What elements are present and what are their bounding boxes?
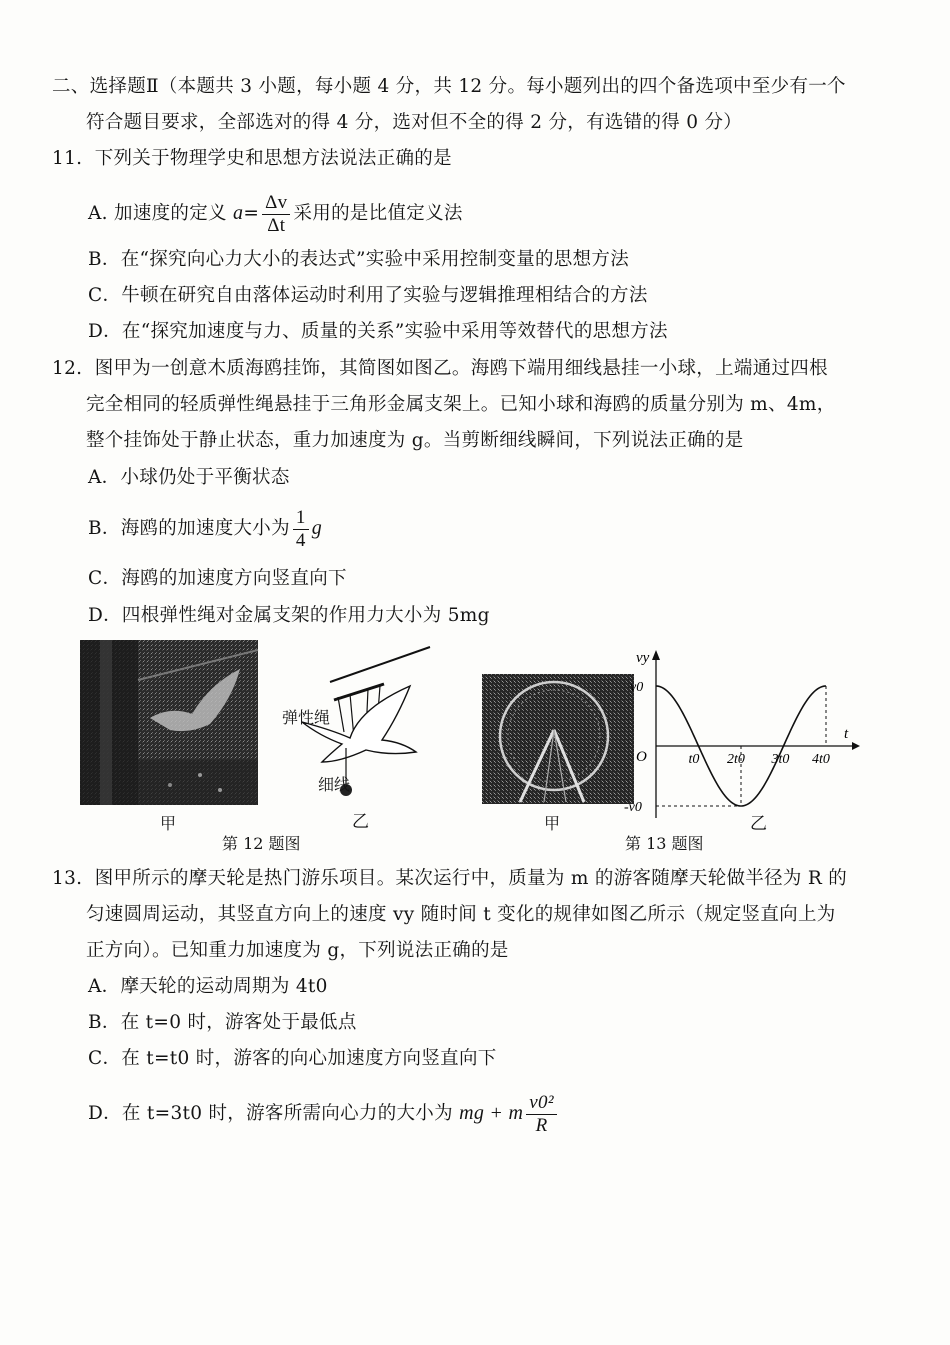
fig12-photo-seagull <box>80 640 258 805</box>
fig13-photo-ferris-wheel <box>482 674 634 804</box>
q13-stem-line3: 正方向）。已知重力加速度为 g，下列说法正确的是 <box>86 940 509 961</box>
chart-y-tick-neg-v0: -v0 <box>624 800 642 815</box>
fig12-diagram-seagull <box>280 642 440 832</box>
bracket-bar <box>334 684 384 700</box>
fig13-vy-t-chart <box>624 646 868 826</box>
section-heading-line2: 符合题目要求，全部选对的得 4 分，选对但不全的得 2 分，有选错的得 0 分） <box>86 112 743 133</box>
q12-number: 12. <box>52 358 83 379</box>
q11-a-lhs: a <box>233 202 244 224</box>
q13-d-pre: D．在 t=3t0 时，游客所需向心力的大小为 <box>88 1103 453 1124</box>
bracket-arm <box>330 647 430 682</box>
q11-a-eq: = <box>243 203 260 224</box>
q11-a-label: A. <box>88 203 108 224</box>
q11-stem-text: 下列关于物理学史和思想方法说法正确的是 <box>94 148 452 169</box>
chart-x-tick-4t0: 4t0 <box>812 752 830 767</box>
label-elastic-cord: 弹性绳 <box>282 708 331 727</box>
fig12-jia-label: 甲 <box>160 814 177 833</box>
fig13-jia-label: 甲 <box>544 814 561 833</box>
chart-x-tick-3t0: 3t0 <box>771 752 790 767</box>
chart-x-label: t <box>844 726 849 742</box>
q12-b-pre: B．海鸥的加速度大小为 <box>88 518 290 539</box>
q12-stem1: 图甲为一创意木质海鸥挂饰，其简图如图乙。海鸥下端用细线悬挂一小球，上端通过四根 <box>94 358 828 379</box>
q12-option-d: D．四根弹性绳对金属支架的作用力大小为 5mg <box>88 605 490 626</box>
chart-origin-label: O <box>636 749 647 765</box>
q11-option-b: B．在“探究向心力大小的表达式”实验中采用控制变量的思想方法 <box>88 249 630 270</box>
q12-b-denominator: 4 <box>295 529 306 551</box>
q11-option-a <box>88 188 463 239</box>
q13-d-fraction <box>526 1092 557 1137</box>
q13-d-expr: mg + m <box>459 1102 524 1124</box>
q12-b-numerator: 1 <box>293 507 309 530</box>
q11-a-denominator: Δt <box>267 214 286 236</box>
q13-stem1: 图甲所示的摩天轮是热门游乐项目。某次运行中，质量为 m 的游客随摩天轮做半径为 R 的 <box>94 868 848 889</box>
q13-d-denominator: R <box>535 1114 548 1136</box>
q13-stem-line1 <box>52 866 847 892</box>
q12-option-c: C．海鸥的加速度方向竖直向下 <box>88 568 347 589</box>
q11-a-pre: 加速度的定义 <box>114 203 227 224</box>
chart-y-tick-v0: v0 <box>630 680 644 695</box>
q12-b-post: g <box>311 517 323 539</box>
q12-stem-line1 <box>52 356 828 382</box>
fig13-caption: 第 13 题图 <box>625 834 704 853</box>
vy-t-chart-svg <box>624 646 868 826</box>
chart-y-axis-arrow <box>652 650 660 660</box>
q13-number: 13. <box>52 868 83 889</box>
q12-stem-line3: 整个挂饰处于静止状态，重力加速度为 g。当剪断细线瞬间，下列说法正确的是 <box>86 430 744 451</box>
q11-a-fraction <box>262 192 290 237</box>
fig12-caption: 第 12 题图 <box>222 834 301 853</box>
q11-stem <box>52 146 452 172</box>
q12-stem-line2: 完全相同的轻质弹性绳悬挂于三角形金属支架上。已知小球和海鸥的质量分别为 m、4m， <box>86 394 836 415</box>
elastic-cord-1 <box>338 697 344 732</box>
q13-option-b: B．在 t=0 时，游客处于最低点 <box>88 1012 357 1033</box>
q13-option-a: A．摩天轮的运动周期为 4t0 <box>88 976 328 997</box>
ferris-wheel-illustration <box>482 674 634 804</box>
chart-x-axis-arrow <box>852 742 860 750</box>
q11-number: 11. <box>52 148 83 169</box>
q11-a-post: 采用的是比值定义法 <box>293 203 463 224</box>
q11-option-c: C．牛顿在研究自由落体运动时利用了实验与逻辑推理相结合的方法 <box>88 285 648 306</box>
chart-x-tick-t0: t0 <box>688 752 700 767</box>
q13-option-c: C．在 t=t0 时，游客的向心加速度方向竖直向下 <box>88 1048 497 1069</box>
chart-x-tick-2t0: 2t0 <box>727 752 745 767</box>
q11-option-d: D．在“探究加速度与力、质量的关系”实验中采用等效替代的思想方法 <box>88 321 668 342</box>
q13-d-numerator: v0² <box>526 1092 557 1115</box>
fig13-yi-label: 乙 <box>750 814 767 834</box>
chart-y-label: vy <box>636 650 650 666</box>
q12-option-a: A．小球仍处于平衡状态 <box>88 467 290 488</box>
q13-stem-line2: 匀速圆周运动，其竖直方向上的速度 vy 随时间 t 变化的规律如图乙所示（规定竖直向上为 <box>86 904 836 925</box>
label-thin-thread: 细线 <box>318 775 351 794</box>
q11-a-numerator: Δv <box>262 192 290 215</box>
seagull-photo-illustration <box>80 640 258 805</box>
section-heading-line1: 二、选择题Ⅱ（本题共 3 小题，每小题 4 分，共 12 分。每小题列出的四个备选项中至少有一个 <box>52 76 846 97</box>
q12-option-b <box>88 503 322 554</box>
q13-option-d <box>88 1088 560 1139</box>
fig12-yi-label: 乙 <box>352 812 369 832</box>
q12-b-fraction <box>293 507 309 552</box>
